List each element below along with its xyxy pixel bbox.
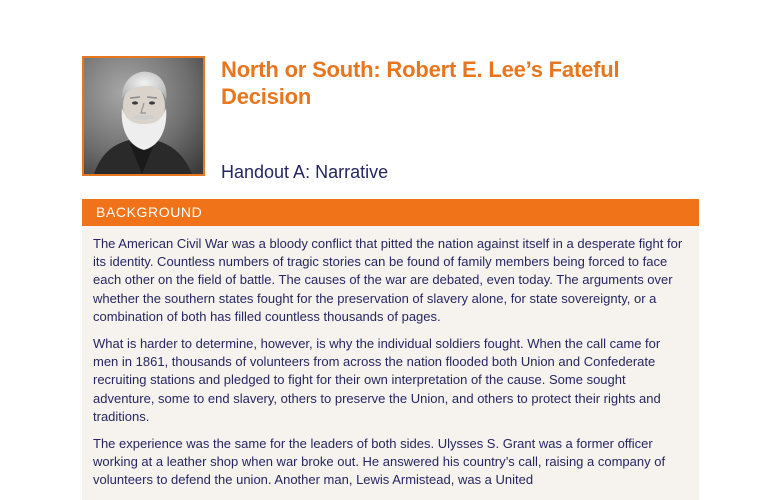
portrait-photo <box>82 56 205 176</box>
paragraph: The American Civil War was a bloody conflict that pitted the nation against itself in a desperate fight for its identity. Countless numbers of tragic stories can be found of family members being forced to face each other on the field of battle. The causes of the war are debated, even today. The arguments over whether the southern states fought for the preservation of slavery alone, for state sovereignty, or a combination of both has filled countless thousands of pages. <box>93 236 683 324</box>
section-heading-background: BACKGROUND <box>82 199 699 226</box>
portrait-photo-icon <box>84 58 203 174</box>
section-body <box>82 226 699 500</box>
page-subtitle: Handout A: Narrative <box>221 162 389 182</box>
paragraph: The experience was the same for the leaders of both sides. Ulysses S. Grant was a former officer working at a leather shop when war broke out. He answered his country’s call, raising a company of volunteers to defend the union. Another man, Lewis Armistead, was a United <box>93 436 666 488</box>
paragraph: What is harder to determine, however, is why the individual soldiers fought. When the call came for men in 1861, thousands of volunteers from across the nation flooded both Union and Confederate recruiting stations and pledged to fight for their own interpretation of the cause. Some sought adventure, some to end slavery, others to preserve the Union, and others to protect their rights and traditions. <box>93 336 661 424</box>
page-title: North or South: Robert E. Lee’s Fateful Decision <box>221 57 620 109</box>
